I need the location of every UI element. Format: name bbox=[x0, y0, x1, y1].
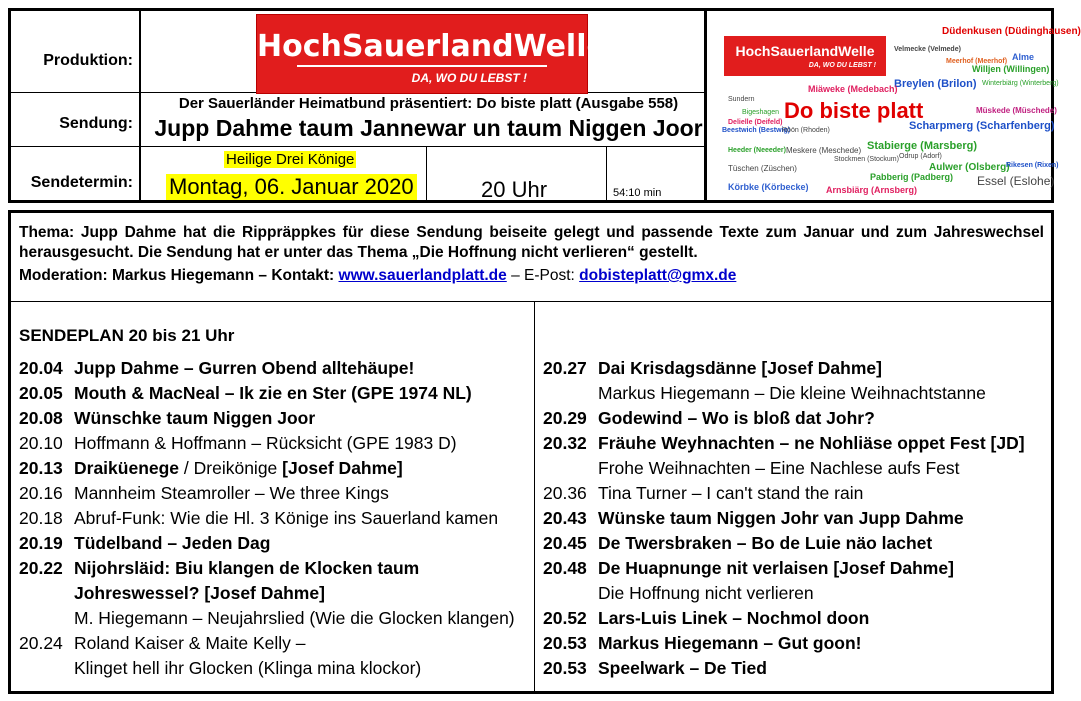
cloud-word: Röön (Rhoden) bbox=[782, 127, 830, 134]
schedule-row bbox=[543, 456, 1048, 481]
schedule-row bbox=[19, 356, 529, 381]
schedule-row bbox=[543, 531, 1048, 556]
divider bbox=[534, 301, 535, 691]
schedule-title: Klinget hell ihr Glocken (Klinga mina klockor) bbox=[74, 658, 422, 678]
cloud-word: Bigeshagen bbox=[742, 109, 779, 116]
schedule-row bbox=[19, 456, 529, 481]
cloud-word: Sundern bbox=[728, 96, 755, 103]
program-box bbox=[8, 210, 1054, 694]
divider bbox=[606, 146, 607, 200]
label-sendetermin: Sendetermin: bbox=[30, 174, 133, 191]
schedule-row bbox=[19, 631, 529, 656]
sendeplan-title: SENDEPLAN 20 bis 21 Uhr bbox=[19, 326, 235, 345]
schedule-row bbox=[543, 381, 1048, 406]
schedule-title: Nijohrsläid: Biu klangen de Klocken taum bbox=[74, 558, 420, 578]
schedule-row bbox=[19, 381, 529, 406]
schedule-row bbox=[19, 506, 529, 531]
label-produktion: Produktion: bbox=[43, 52, 133, 69]
schedule-time: 20.16 bbox=[19, 483, 63, 503]
moderation-line bbox=[19, 267, 736, 285]
schedule-title: Wünske taum Niggen Johr van Jupp Dahme bbox=[598, 508, 964, 528]
schedule-title-part: Draiküenege bbox=[74, 458, 180, 478]
schedule-time: 20.24 bbox=[19, 633, 63, 653]
schedule-title-part: / Dreikönige bbox=[179, 458, 283, 478]
cloud-word: Scharpmerg (Scharfenberg) bbox=[909, 120, 1055, 132]
cloud-word: Tüschen (Züschen) bbox=[728, 164, 797, 173]
cloud-word: Stabierge (Marsberg) bbox=[867, 140, 978, 152]
cloud-word: Winterbiärg (Winterberg) bbox=[982, 80, 1059, 87]
schedule-title: Abruf-Funk: Wie die Hl. 3 Könige ins Sauerland kamen bbox=[74, 508, 499, 528]
cloud-word: Stockmen (Stockum) bbox=[834, 156, 899, 163]
schedule-time: 20.53 bbox=[543, 633, 587, 653]
divider bbox=[426, 146, 427, 200]
schedule-title: Die Hoffnung nicht verlieren bbox=[598, 583, 814, 603]
holiday-label: Heilige Drei Könige bbox=[226, 151, 355, 168]
schedule-title: Godewind – Wo is bloß dat Johr? bbox=[598, 408, 875, 428]
schedule-title: Hoffmann & Hoffmann – Rücksicht (GPE 1983 D) bbox=[74, 433, 457, 453]
cloud-word: Düdenkusen (Düdinghausen) bbox=[942, 26, 1081, 37]
cloud-logo-text: HochSauerlandWelle bbox=[735, 43, 875, 59]
divider bbox=[11, 146, 704, 147]
schedule-time: 20.36 bbox=[543, 483, 587, 503]
cloud-logo-tagline: DA, WO DU LEBST ! bbox=[808, 62, 876, 69]
schedule-title-part: [Josef Dahme] bbox=[282, 458, 403, 478]
schedule-title: Fräuhe Weyhnachten – ne Nohliäse oppet Fest [JD] bbox=[598, 433, 1025, 453]
email-link[interactable]: dobisteplatt@gmx.de bbox=[579, 267, 737, 284]
cloud-word: Rikesen (Rixen) bbox=[1006, 162, 1059, 169]
cloud-word: Arnsbiärg (Arnsberg) bbox=[826, 185, 918, 195]
schedule-time: 20.29 bbox=[543, 408, 587, 428]
schedule-time: 20.04 bbox=[19, 358, 63, 378]
schedule-time: 20.13 bbox=[19, 458, 63, 478]
schedule-title: Lars-Luis Linek – Nochmol doon bbox=[598, 608, 870, 628]
schedule-title: Mannheim Steamroller – We three Kings bbox=[74, 483, 389, 503]
cloud-word: Meskere (Meschede) bbox=[786, 146, 862, 155]
cloud-word: Do biste platt bbox=[784, 98, 924, 123]
hochsauerlandwelle-logo bbox=[256, 14, 607, 94]
cloud-word: Alme bbox=[1012, 52, 1035, 62]
label-sendung: Sendung: bbox=[59, 115, 133, 132]
divider bbox=[11, 301, 1051, 302]
broadcast-date: Montag, 06. Januar 2020 bbox=[166, 174, 417, 200]
cloud-word: Meerhof (Meerhof) bbox=[946, 58, 1008, 65]
schedule-time: 20.48 bbox=[543, 558, 587, 578]
cloud-word: Körbke (Körbecke) bbox=[728, 182, 809, 192]
schedule-title: Markus Hiegemann – Die kleine Weihnachtstanne bbox=[598, 383, 986, 403]
cloud-logo bbox=[724, 36, 886, 76]
schedule-time: 20.05 bbox=[19, 383, 63, 403]
logo-underline bbox=[297, 65, 547, 67]
schedule-row bbox=[543, 556, 1048, 581]
schedule-time: 20.27 bbox=[543, 358, 587, 378]
schedule-row bbox=[19, 431, 529, 456]
schedule-row bbox=[19, 606, 529, 631]
schedule-time: 20.18 bbox=[19, 508, 63, 528]
cloud-word: Delielle (Deifeld) bbox=[728, 119, 783, 126]
schedule-row bbox=[543, 356, 1048, 381]
schedule-title: De Huapnunge nit verlaisen [Josef Dahme] bbox=[598, 558, 954, 578]
schedule-time: 20.10 bbox=[19, 433, 63, 453]
schedule-title: Mouth & MacNeal – Ik zie en Ster (GPE 1974 NL) bbox=[74, 383, 472, 403]
schedule-title: M. Hiegemann – Neujahrslied (Wie die Glocken klangen) bbox=[74, 608, 515, 628]
cloud-word: Essel (Eslohe) bbox=[977, 174, 1055, 188]
schedule-title: Speelwark – De Tied bbox=[598, 658, 767, 678]
cloud-word: Müskede (Müschede) bbox=[976, 106, 1057, 115]
website-link[interactable]: www.sauerlandplatt.de bbox=[338, 267, 507, 284]
schedule-right bbox=[543, 356, 1048, 681]
schedule-row bbox=[543, 656, 1048, 681]
schedule-title: Dai Krisdagsdänne [Josef Dahme] bbox=[598, 358, 882, 378]
cloud-word: Beestwich (Bestwig) bbox=[722, 127, 791, 134]
schedule-title: Markus Hiegemann – Gut goon! bbox=[598, 633, 862, 653]
schedule-title: Johreswessel? [Josef Dahme] bbox=[74, 583, 325, 603]
schedule-row bbox=[543, 631, 1048, 656]
schedule-row bbox=[543, 431, 1048, 456]
schedule-row bbox=[19, 656, 529, 681]
schedule-left bbox=[19, 356, 529, 681]
schedule-time: 20.22 bbox=[19, 558, 63, 578]
moderation-label: Moderation: Markus Hiegemann – Kontakt: bbox=[19, 267, 339, 284]
logo-tagline: DA, WO DU LEBST ! bbox=[411, 71, 527, 85]
schedule-row bbox=[19, 406, 529, 431]
schedule-row bbox=[543, 506, 1048, 531]
schedule-title bbox=[74, 456, 403, 481]
broadcast-duration: 54:10 min bbox=[613, 187, 662, 199]
schedule-time: 20.19 bbox=[19, 533, 63, 553]
cloud-word: Velmecke (Velmede) bbox=[894, 46, 961, 53]
schedule-time: 20.32 bbox=[543, 433, 587, 453]
cloud-word: Heeder (Neeeder) bbox=[728, 147, 786, 154]
schedule-title: Frohe Weihnachten – Eine Nachlese aufs Fest bbox=[598, 458, 960, 478]
schedule-row bbox=[19, 481, 529, 506]
cloud-word: Miäweke (Medebach) bbox=[808, 84, 898, 94]
word-cloud bbox=[714, 14, 1081, 199]
sendung-title: Jupp Dahme taum Jannewar un taum Niggen Joor bbox=[154, 115, 703, 141]
cloud-word: Willjen (Willingen) bbox=[972, 64, 1050, 74]
schedule-title: De Twersbraken – Bo de Luie näo lachet bbox=[598, 533, 933, 553]
broadcast-time: 20 Uhr bbox=[481, 177, 548, 202]
schedule-row bbox=[19, 556, 529, 581]
schedule-time: 20.43 bbox=[543, 508, 587, 528]
schedule-time: 20.08 bbox=[19, 408, 63, 428]
schedule-title: Tüdelband – Jeden Dag bbox=[74, 533, 271, 553]
schedule-title: Wünschke taum Niggen Joor bbox=[74, 408, 316, 428]
schedule-row bbox=[19, 581, 529, 606]
schedule-title: Roland Kaiser & Maite Kelly – bbox=[74, 633, 306, 653]
thema-text: Thema: Jupp Dahme hat die Rippräppkes für diese Sendung beiseite gelegt und passende Texte zum Januar und zum Jahreswechsel herausgesucht. Die Sendung hat er unter das Thema „Die Hoffnung nicht verlieren“ gestellt. bbox=[19, 224, 1044, 261]
schedule-row bbox=[543, 481, 1048, 506]
cloud-word: Breylen (Brilon) bbox=[894, 78, 977, 90]
cloud-word: Odrup (Adorf) bbox=[899, 153, 942, 160]
cloud-word: Aulwer (Olsberg) bbox=[929, 162, 1010, 173]
schedule-row bbox=[543, 581, 1048, 606]
schedule-time: 20.45 bbox=[543, 533, 587, 553]
schedule-title: Jupp Dahme – Gurren Obend alltehäupe! bbox=[74, 358, 415, 378]
schedule-row bbox=[543, 606, 1048, 631]
header-table bbox=[8, 8, 1081, 203]
schedule-title: Tina Turner – I can't stand the rain bbox=[598, 483, 864, 503]
schedule-row bbox=[19, 531, 529, 556]
mail-label: – E-Post: bbox=[506, 267, 580, 284]
schedule-time: 20.52 bbox=[543, 608, 587, 628]
schedule-time: 20.53 bbox=[543, 658, 587, 678]
logo-text: HochSauerlandWelle bbox=[257, 29, 607, 64]
schedule-row bbox=[543, 406, 1048, 431]
cloud-word: Pabberig (Padberg) bbox=[870, 172, 954, 182]
sendung-subtitle: Der Sauerländer Heimatbund präsentiert: Do biste platt (Ausgabe 558) bbox=[178, 95, 679, 112]
divider bbox=[139, 11, 141, 200]
